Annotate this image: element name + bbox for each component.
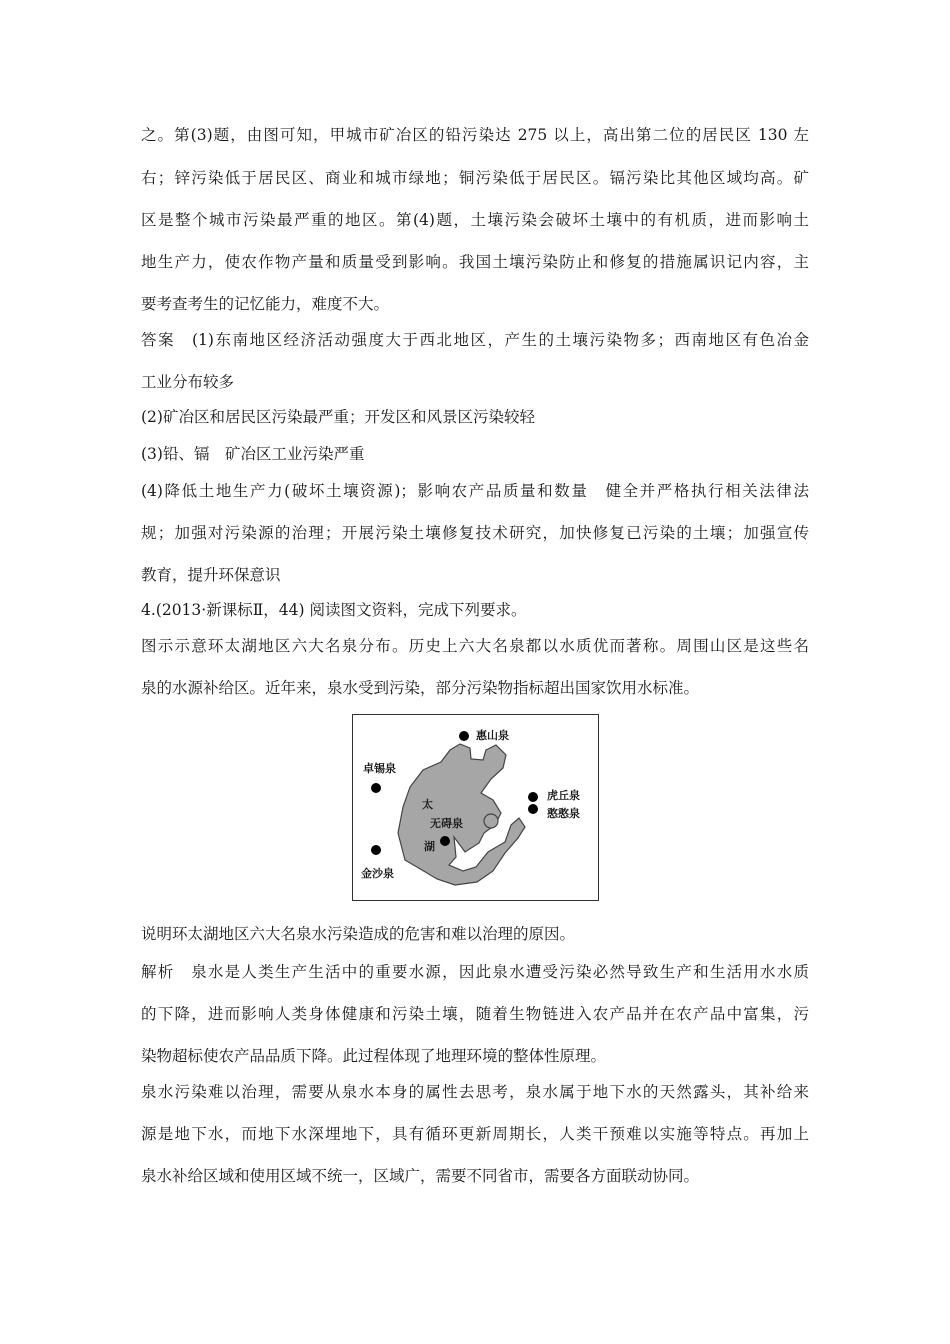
analysis-line: 泉水污染难以治理，需要从泉水本身的属性去思考，泉水属于地下水的天然露头，其补给来 [141, 1083, 809, 1101]
spring-dot [371, 845, 381, 855]
text-line: 之。第(3)题，由图可知，甲城市矿冶区的铅污染达 275 以上，高出第二位的居民区 130 左 [141, 126, 809, 144]
taihu-springs-map [352, 714, 599, 901]
spring-label: 卓锡泉 [363, 762, 396, 775]
question-text: 图示示意环太湖地区六大名泉分布。历史上六大名泉都以水质优而著称。周围山区是这些名 [141, 637, 809, 655]
analysis-line: 染物超标使农产品品质下降。此过程体现了地理环境的整体性原理。 [141, 1047, 607, 1065]
taihu-lake [398, 744, 525, 885]
analysis-line: 解析 泉水是人类生产生活中的重要水源，因此泉水遭受污染必然导致生产和生活用水水质 [141, 963, 809, 981]
spring-label: 虎丘泉 [547, 789, 580, 802]
text-line: 地生产力，使农作物产量和质量受到影响。我国土壤污染防止和修复的措施属识记内容，主 [141, 253, 809, 271]
analysis-line: 源是地下水，而地下水深埋地下，具有循环更新周期长，人类干预难以实施等特点。再加上 [141, 1125, 809, 1143]
text-line: 要考查考生的记忆能力，难度不大。 [141, 295, 390, 313]
spring-dot [371, 783, 381, 793]
question-text: 泉的水源补给区。近年来，泉水受到污染，部分污染物指标超出国家饮用水标准。 [141, 679, 700, 697]
answer-line: (2)矿冶区和居民区污染最严重；开发区和风景区污染较轻 [141, 408, 535, 426]
spring-dot [459, 731, 469, 741]
text-line: 区是整个城市污染最严重的地区。第(4)题，土壤污染会破坏土壤中的有机质，进而影响土 [141, 211, 809, 229]
question-prompt: 说明环太湖地区六大名泉水污染造成的危害和难以治理的原因。 [141, 925, 576, 943]
answer-line: 答案 (1)东南地区经济活动强度大于西北地区，产生的土壤污染物多；西南地区有色冶金 [141, 331, 809, 349]
spring-label: 惠山泉 [476, 729, 509, 742]
spring-dot [528, 804, 538, 814]
spring-label: 无碍泉 [430, 817, 463, 830]
analysis-line: 的下降，进而影响人类身体健康和污染土壤，随着生物链进入农产品并在农产品中富集，污 [141, 1005, 809, 1023]
spring-label: 憨憨泉 [547, 807, 580, 820]
lake-label: 太 [422, 798, 433, 811]
answer-line: 规；加强对污染源的治理；开展污染土壤修复技术研究，加快修复已污染的土壤；加强宣传 [141, 524, 809, 542]
spring-dot [440, 836, 450, 846]
answer-line: (3)铅、镉 矿冶区工业污染严重 [141, 445, 365, 463]
lake-label: 湖 [424, 840, 435, 853]
question-title: 4.(2013·新课标Ⅱ，44) 阅读图文资料，完成下列要求。 [141, 601, 527, 619]
answer-line: (4)降低土地生产力(破坏土壤资源)；影响农产品质量和数量 健全并严格执行相关法律法 [141, 482, 809, 500]
answer-line: 教育，提升环保意识 [141, 566, 281, 584]
text-line: 右；锌污染低于居民区、商业和城市绿地；铜污染低于居民区。镉污染比其他区域均高。矿 [141, 169, 809, 187]
spring-label: 金沙泉 [361, 867, 394, 880]
answer-line: 工业分布较多 [141, 373, 235, 391]
island [484, 814, 498, 828]
spring-dot [528, 792, 538, 802]
analysis-line: 泉水补给区域和使用区域不统一，区域广，需要不同省市，需要各方面联动协同。 [141, 1167, 700, 1185]
